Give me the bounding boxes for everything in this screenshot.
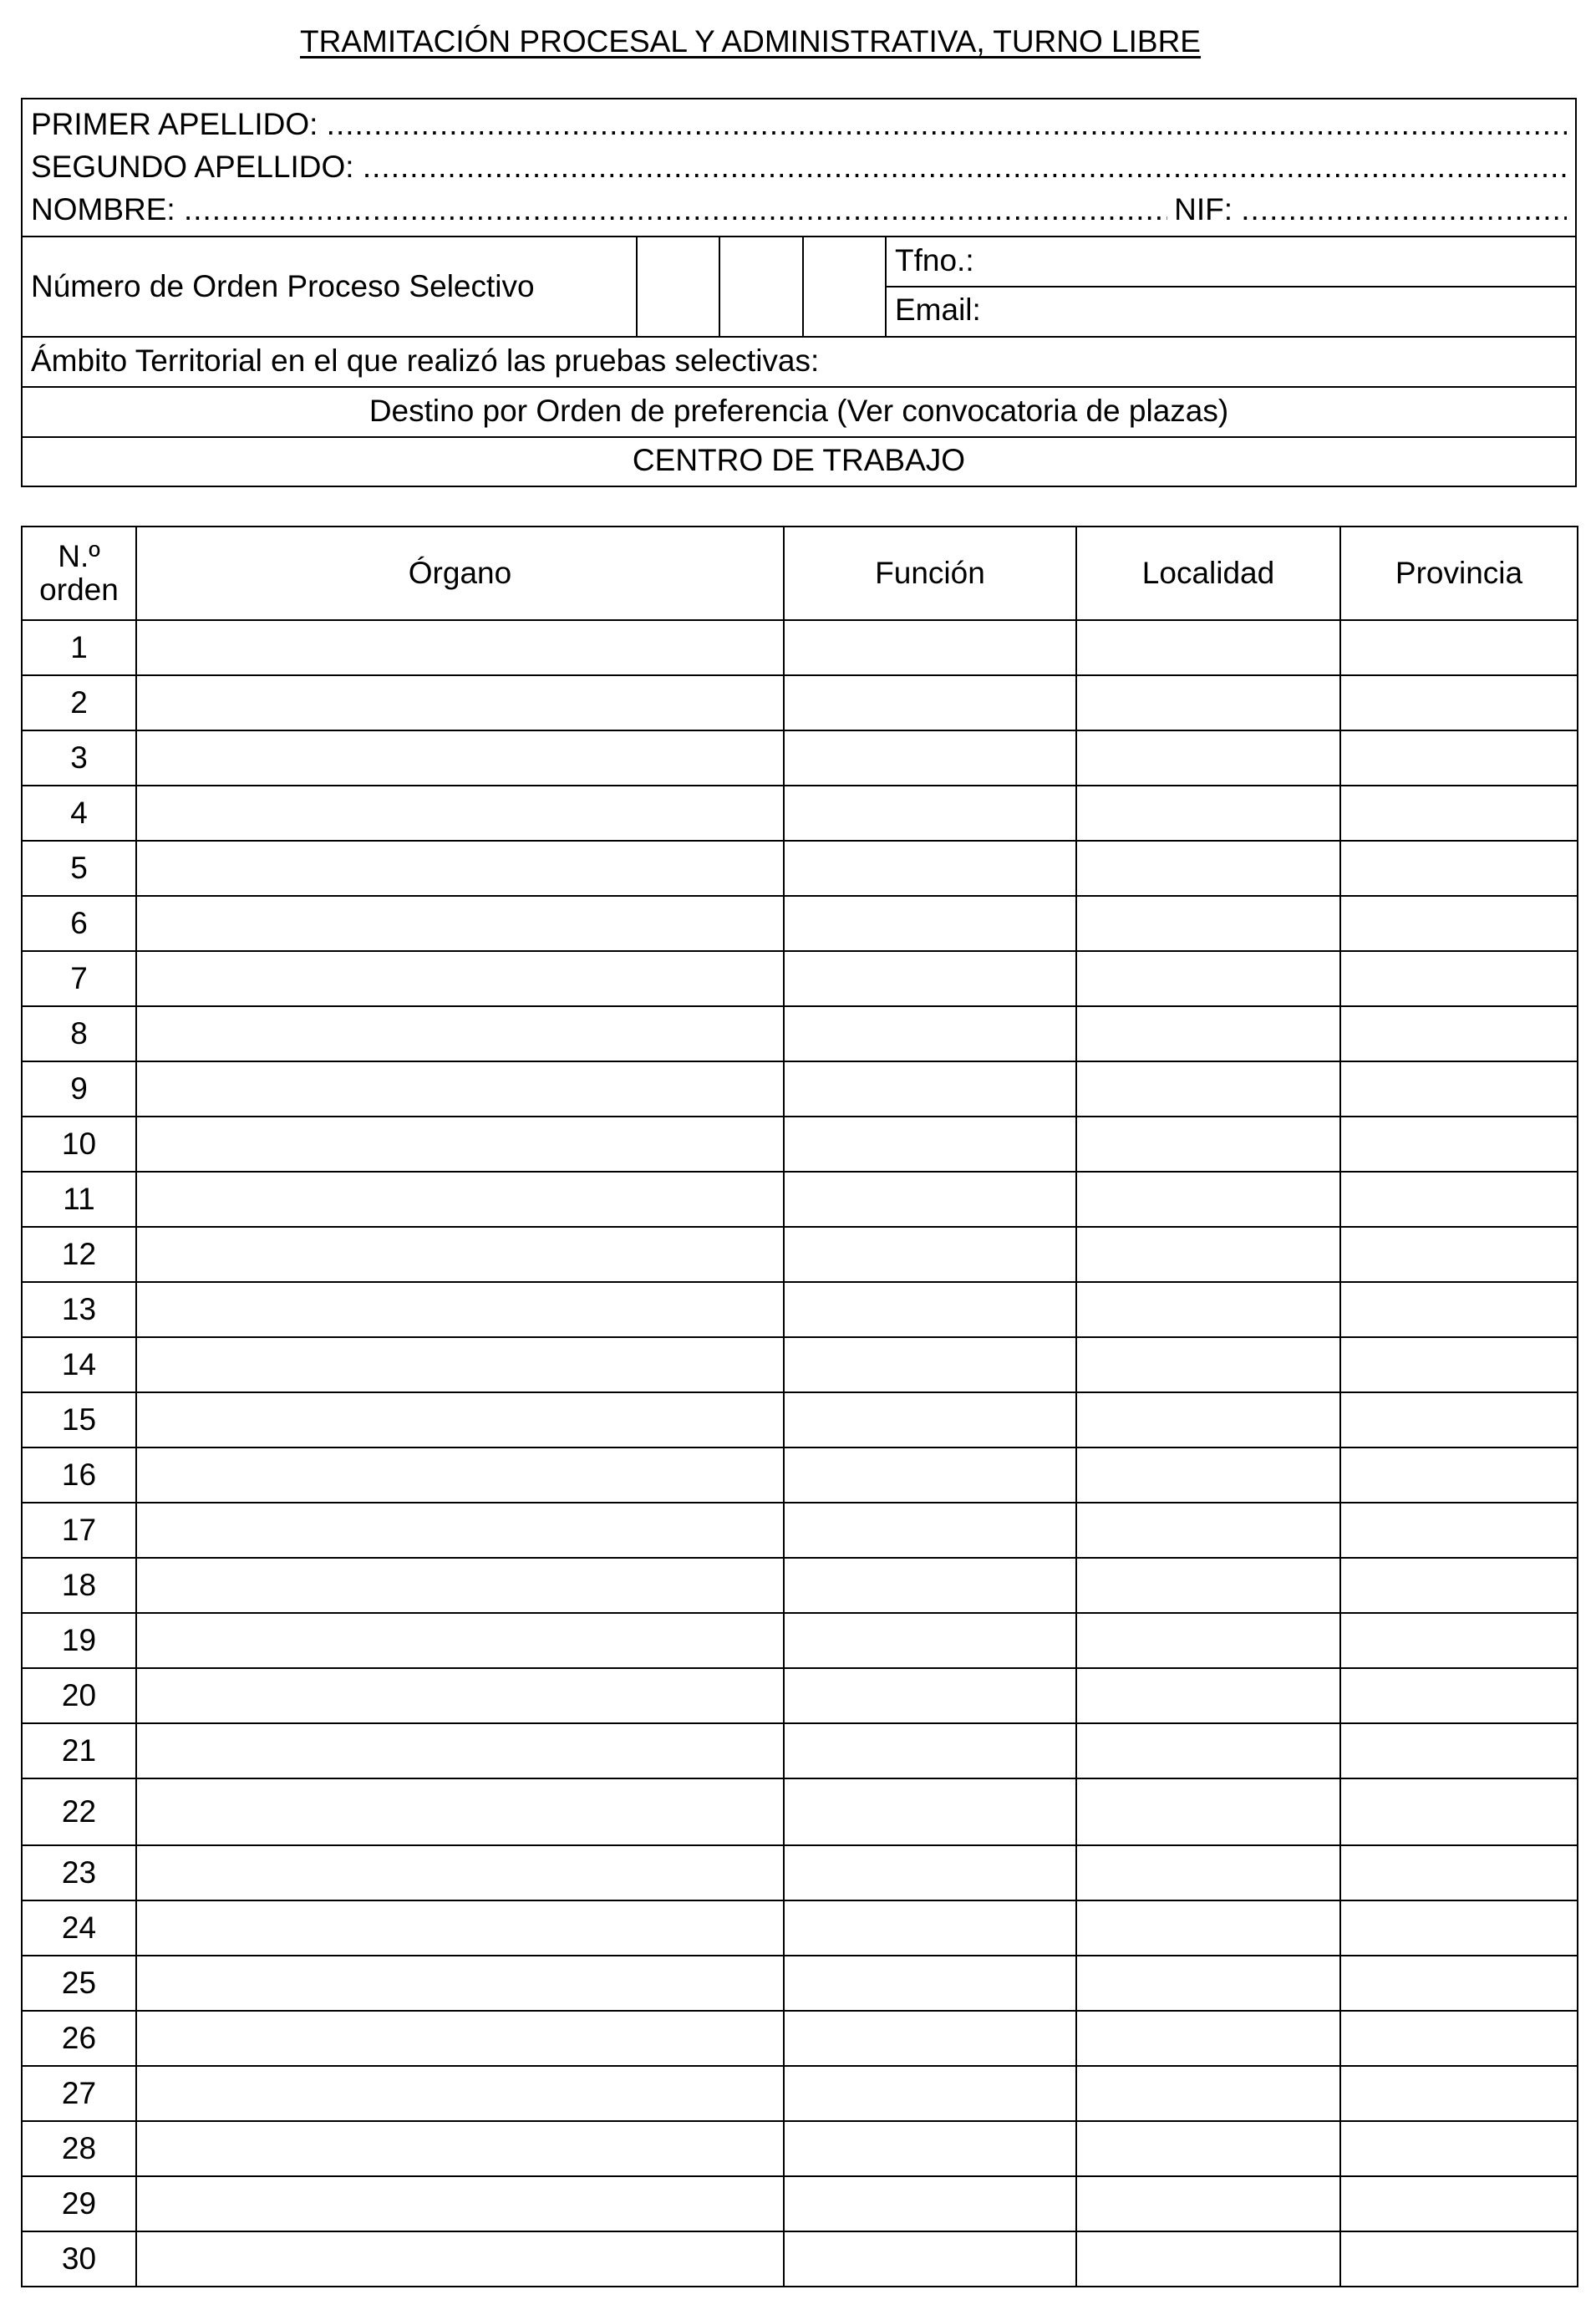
nif-label: NIF: xyxy=(1174,192,1233,226)
nombre-dotted-line xyxy=(175,190,1167,230)
funcion-cell[interactable] xyxy=(784,2176,1076,2231)
organo-cell[interactable] xyxy=(136,1172,784,1227)
organo-cell[interactable] xyxy=(136,1956,784,2011)
funcion-cell[interactable] xyxy=(784,730,1076,786)
row-number: 19 xyxy=(22,1613,136,1668)
organo-cell[interactable] xyxy=(136,1723,784,1778)
orden-digit-box-2[interactable] xyxy=(720,237,801,335)
table-row xyxy=(22,1613,1578,1668)
row-number: 5 xyxy=(22,841,136,896)
funcion-cell[interactable] xyxy=(784,896,1076,951)
email-field[interactable] xyxy=(1004,287,1568,334)
localidad-cell[interactable] xyxy=(1076,1117,1340,1172)
localidad-cell[interactable] xyxy=(1076,1337,1340,1392)
organo-cell[interactable] xyxy=(136,1006,784,1061)
divider xyxy=(23,436,1575,438)
localidad-cell[interactable] xyxy=(1076,2176,1340,2231)
localidad-cell[interactable] xyxy=(1076,1172,1340,1227)
n-orden-line1: N.º xyxy=(58,539,100,573)
table-row xyxy=(22,896,1578,951)
funcion-cell[interactable] xyxy=(784,1282,1076,1337)
provincia-cell[interactable] xyxy=(1340,675,1578,730)
funcion-cell[interactable] xyxy=(784,675,1076,730)
table-row xyxy=(22,1447,1578,1503)
provincia-cell[interactable] xyxy=(1340,2066,1578,2121)
segundo-apellido-field[interactable] xyxy=(31,147,1567,187)
provincia-cell[interactable] xyxy=(1340,841,1578,896)
funcion-cell[interactable] xyxy=(784,620,1076,675)
funcion-cell[interactable] xyxy=(784,1503,1076,1558)
table-row xyxy=(22,1956,1578,2011)
row-number: 20 xyxy=(22,1668,136,1723)
funcion-cell[interactable] xyxy=(784,2066,1076,2121)
provincia-cell[interactable] xyxy=(1340,896,1578,951)
table-row xyxy=(22,730,1578,786)
organo-cell[interactable] xyxy=(136,1845,784,1900)
row-number: 8 xyxy=(22,1006,136,1061)
table-row xyxy=(22,841,1578,896)
organo-cell[interactable] xyxy=(136,1778,784,1845)
table-row xyxy=(22,1845,1578,1900)
row-number: 23 xyxy=(22,1845,136,1900)
funcion-cell[interactable] xyxy=(784,1061,1076,1117)
row-number: 12 xyxy=(22,1227,136,1282)
organo-cell[interactable] xyxy=(136,2066,784,2121)
row-number: 21 xyxy=(22,1723,136,1778)
table-row xyxy=(22,2011,1578,2066)
localidad-cell[interactable] xyxy=(1076,2231,1340,2287)
funcion-cell[interactable] xyxy=(784,1956,1076,2011)
primer-apellido-field[interactable] xyxy=(31,104,1567,145)
funcion-cell[interactable] xyxy=(784,951,1076,1006)
funcion-cell[interactable] xyxy=(784,786,1076,841)
localidad-cell[interactable] xyxy=(1076,620,1340,675)
organo-cell[interactable] xyxy=(136,1613,784,1668)
provincia-cell[interactable] xyxy=(1340,1778,1578,1845)
table-row xyxy=(22,1117,1578,1172)
provincia-cell[interactable] xyxy=(1340,2176,1578,2231)
table-row xyxy=(22,1392,1578,1447)
organo-cell[interactable] xyxy=(136,1503,784,1558)
centro-trabajo-heading: CENTRO DE TRABAJO xyxy=(632,443,966,477)
localidad-cell[interactable] xyxy=(1076,1392,1340,1447)
primer-apellido-dotted-line xyxy=(318,104,1567,145)
page-title: TRAMITACIÓN PROCESAL Y ADMINISTRATIVA, TURNO LIBRE xyxy=(300,24,1201,59)
tfno-field[interactable] xyxy=(992,237,1568,284)
funcion-cell[interactable] xyxy=(784,1392,1076,1447)
organo-cell[interactable] xyxy=(136,1558,784,1613)
provincia-cell[interactable] xyxy=(1340,1447,1578,1503)
funcion-cell[interactable] xyxy=(784,2231,1076,2287)
provincia-cell[interactable] xyxy=(1340,730,1578,786)
organo-cell[interactable] xyxy=(136,1061,784,1117)
organo-cell[interactable] xyxy=(136,1227,784,1282)
organo-cell[interactable] xyxy=(136,2176,784,2231)
organo-cell[interactable] xyxy=(136,1668,784,1723)
tfno-label: Tfno.: xyxy=(895,243,974,277)
col-header-organo: Órgano xyxy=(136,527,784,620)
provincia-cell[interactable] xyxy=(1340,1061,1578,1117)
localidad-cell[interactable] xyxy=(1076,2066,1340,2121)
funcion-cell[interactable] xyxy=(784,1668,1076,1723)
localidad-cell[interactable] xyxy=(1076,1006,1340,1061)
localidad-cell[interactable] xyxy=(1076,1061,1340,1117)
funcion-cell[interactable] xyxy=(784,1900,1076,1956)
organo-cell[interactable] xyxy=(136,1117,784,1172)
row-number: 26 xyxy=(22,2011,136,2066)
provincia-cell[interactable] xyxy=(1340,1337,1578,1392)
funcion-cell[interactable] xyxy=(784,1558,1076,1613)
localidad-cell[interactable] xyxy=(1076,786,1340,841)
provincia-cell[interactable] xyxy=(1340,1227,1578,1282)
row-number: 2 xyxy=(22,675,136,730)
funcion-cell[interactable] xyxy=(784,1117,1076,1172)
divider xyxy=(23,386,1575,388)
funcion-cell[interactable] xyxy=(784,1845,1076,1900)
col-header-localidad: Localidad xyxy=(1076,527,1340,620)
row-number: 7 xyxy=(22,951,136,1006)
organo-cell[interactable] xyxy=(136,2231,784,2287)
localidad-cell[interactable] xyxy=(1076,1723,1340,1778)
funcion-cell[interactable] xyxy=(784,1006,1076,1061)
organo-cell[interactable] xyxy=(136,2011,784,2066)
organo-cell[interactable] xyxy=(136,2121,784,2176)
provincia-cell[interactable] xyxy=(1340,2231,1578,2287)
provincia-cell[interactable] xyxy=(1340,1956,1578,2011)
provincia-cell[interactable] xyxy=(1340,786,1578,841)
localidad-cell[interactable] xyxy=(1076,1778,1340,1845)
row-number: 18 xyxy=(22,1558,136,1613)
row-number: 6 xyxy=(22,896,136,951)
provincia-cell[interactable] xyxy=(1340,2011,1578,2066)
organo-cell[interactable] xyxy=(136,675,784,730)
table-row xyxy=(22,1558,1578,1613)
localidad-cell[interactable] xyxy=(1076,2121,1340,2176)
localidad-cell[interactable] xyxy=(1076,1956,1340,2011)
table-header-row xyxy=(22,527,1578,620)
row-number: 9 xyxy=(22,1061,136,1117)
localidad-cell[interactable] xyxy=(1076,675,1340,730)
provincia-cell[interactable] xyxy=(1340,1117,1578,1172)
table-row xyxy=(22,1282,1578,1337)
row-number: 4 xyxy=(22,786,136,841)
organo-cell[interactable] xyxy=(136,896,784,951)
table-row xyxy=(22,1227,1578,1282)
localidad-cell[interactable] xyxy=(1076,730,1340,786)
localidad-cell[interactable] xyxy=(1076,1447,1340,1503)
row-number: 16 xyxy=(22,1447,136,1503)
row-number: 24 xyxy=(22,1900,136,1956)
row-number: 25 xyxy=(22,1956,136,2011)
provincia-cell[interactable] xyxy=(1340,1503,1578,1558)
funcion-cell[interactable] xyxy=(784,1172,1076,1227)
provincia-cell[interactable] xyxy=(1340,1006,1578,1061)
table-row xyxy=(22,2231,1578,2287)
localidad-cell[interactable] xyxy=(1076,1503,1340,1558)
organo-cell[interactable] xyxy=(136,1337,784,1392)
funcion-cell[interactable] xyxy=(784,2121,1076,2176)
funcion-cell[interactable] xyxy=(784,841,1076,896)
organo-cell[interactable] xyxy=(136,1447,784,1503)
localidad-cell[interactable] xyxy=(1076,1845,1340,1900)
table-row xyxy=(22,1337,1578,1392)
email-label: Email: xyxy=(895,293,981,327)
organo-cell[interactable] xyxy=(136,786,784,841)
row-number: 17 xyxy=(22,1503,136,1558)
table-row xyxy=(22,2176,1578,2231)
funcion-cell[interactable] xyxy=(784,2011,1076,2066)
primer-apellido-label: PRIMER APELLIDO: xyxy=(31,107,318,141)
organo-cell[interactable] xyxy=(136,620,784,675)
provincia-cell[interactable] xyxy=(1340,1392,1578,1447)
organo-cell[interactable] xyxy=(136,1900,784,1956)
orden-digit-box-3[interactable] xyxy=(804,237,884,335)
row-number: 11 xyxy=(22,1172,136,1227)
row-number: 15 xyxy=(22,1392,136,1447)
row-number: 1 xyxy=(22,620,136,675)
provincia-cell[interactable] xyxy=(1340,2121,1578,2176)
table-row xyxy=(22,786,1578,841)
organo-cell[interactable] xyxy=(136,1282,784,1337)
row-number: 14 xyxy=(22,1337,136,1392)
table-row xyxy=(22,1503,1578,1558)
localidad-cell[interactable] xyxy=(1076,1558,1340,1613)
provincia-cell[interactable] xyxy=(1340,1668,1578,1723)
funcion-cell[interactable] xyxy=(784,1723,1076,1778)
provincia-cell[interactable] xyxy=(1340,1613,1578,1668)
organo-cell[interactable] xyxy=(136,951,784,1006)
provincia-cell[interactable] xyxy=(1340,620,1578,675)
row-number: 3 xyxy=(22,730,136,786)
nombre-label: NOMBRE: xyxy=(31,192,175,226)
funcion-cell[interactable] xyxy=(784,1337,1076,1392)
table-row xyxy=(22,1668,1578,1723)
localidad-cell[interactable] xyxy=(1076,841,1340,896)
row-number: 28 xyxy=(22,2121,136,2176)
table-row xyxy=(22,1172,1578,1227)
divider xyxy=(23,336,1575,338)
table-row xyxy=(22,1778,1578,1845)
table-row xyxy=(22,2066,1578,2121)
row-number: 27 xyxy=(22,2066,136,2121)
funcion-cell[interactable] xyxy=(784,1227,1076,1282)
localidad-cell[interactable] xyxy=(1076,1900,1340,1956)
funcion-cell[interactable] xyxy=(784,1613,1076,1668)
row-number: 13 xyxy=(22,1282,136,1337)
ambito-territorial-label: Ámbito Territorial en el que realizó las pruebas selectivas: xyxy=(31,343,820,378)
organo-cell[interactable] xyxy=(136,730,784,786)
funcion-cell[interactable] xyxy=(784,1778,1076,1845)
table-row xyxy=(22,1900,1578,1956)
provincia-cell[interactable] xyxy=(1340,1558,1578,1613)
provincia-cell[interactable] xyxy=(1340,1723,1578,1778)
provincia-cell[interactable] xyxy=(1340,1845,1578,1900)
segundo-apellido-label: SEGUNDO APELLIDO: xyxy=(31,150,354,184)
row-number: 29 xyxy=(22,2176,136,2231)
table-row xyxy=(22,675,1578,730)
numero-orden-label: Número de Orden Proceso Selectivo xyxy=(31,269,535,303)
col-header-funcion: Función xyxy=(784,527,1076,620)
localidad-cell[interactable] xyxy=(1076,896,1340,951)
applicant-header-box xyxy=(21,98,1577,487)
table-row xyxy=(22,2121,1578,2176)
localidad-cell[interactable] xyxy=(1076,1227,1340,1282)
localidad-cell[interactable] xyxy=(1076,2011,1340,2066)
provincia-cell[interactable] xyxy=(1340,1282,1578,1337)
localidad-cell[interactable] xyxy=(1076,1668,1340,1723)
nombre-nif-field[interactable] xyxy=(31,190,1567,230)
nif-dotted-line xyxy=(1233,190,1567,230)
localidad-cell[interactable] xyxy=(1076,1613,1340,1668)
col-header-provincia: Provincia xyxy=(1340,527,1578,620)
destinos-table xyxy=(21,526,1578,2287)
table-row xyxy=(22,1061,1578,1117)
localidad-cell[interactable] xyxy=(1076,1282,1340,1337)
provincia-cell[interactable] xyxy=(1340,951,1578,1006)
table-row xyxy=(22,620,1578,675)
localidad-cell[interactable] xyxy=(1076,951,1340,1006)
organo-cell[interactable] xyxy=(136,1392,784,1447)
orden-digit-box-1[interactable] xyxy=(638,237,718,335)
organo-cell[interactable] xyxy=(136,841,784,896)
col-header-n-orden xyxy=(22,527,136,620)
row-number: 30 xyxy=(22,2231,136,2287)
n-orden-line2: orden xyxy=(39,572,119,607)
table-row xyxy=(22,1723,1578,1778)
row-number: 22 xyxy=(22,1778,136,1845)
table-row xyxy=(22,951,1578,1006)
funcion-cell[interactable] xyxy=(784,1447,1076,1503)
segundo-apellido-dotted-line xyxy=(354,147,1567,187)
table-row xyxy=(22,1006,1578,1061)
provincia-cell[interactable] xyxy=(1340,1172,1578,1227)
destino-preferencia-label: Destino por Orden de preferencia (Ver convocatoria de plazas) xyxy=(369,394,1229,428)
row-number: 10 xyxy=(22,1117,136,1172)
provincia-cell[interactable] xyxy=(1340,1900,1578,1956)
